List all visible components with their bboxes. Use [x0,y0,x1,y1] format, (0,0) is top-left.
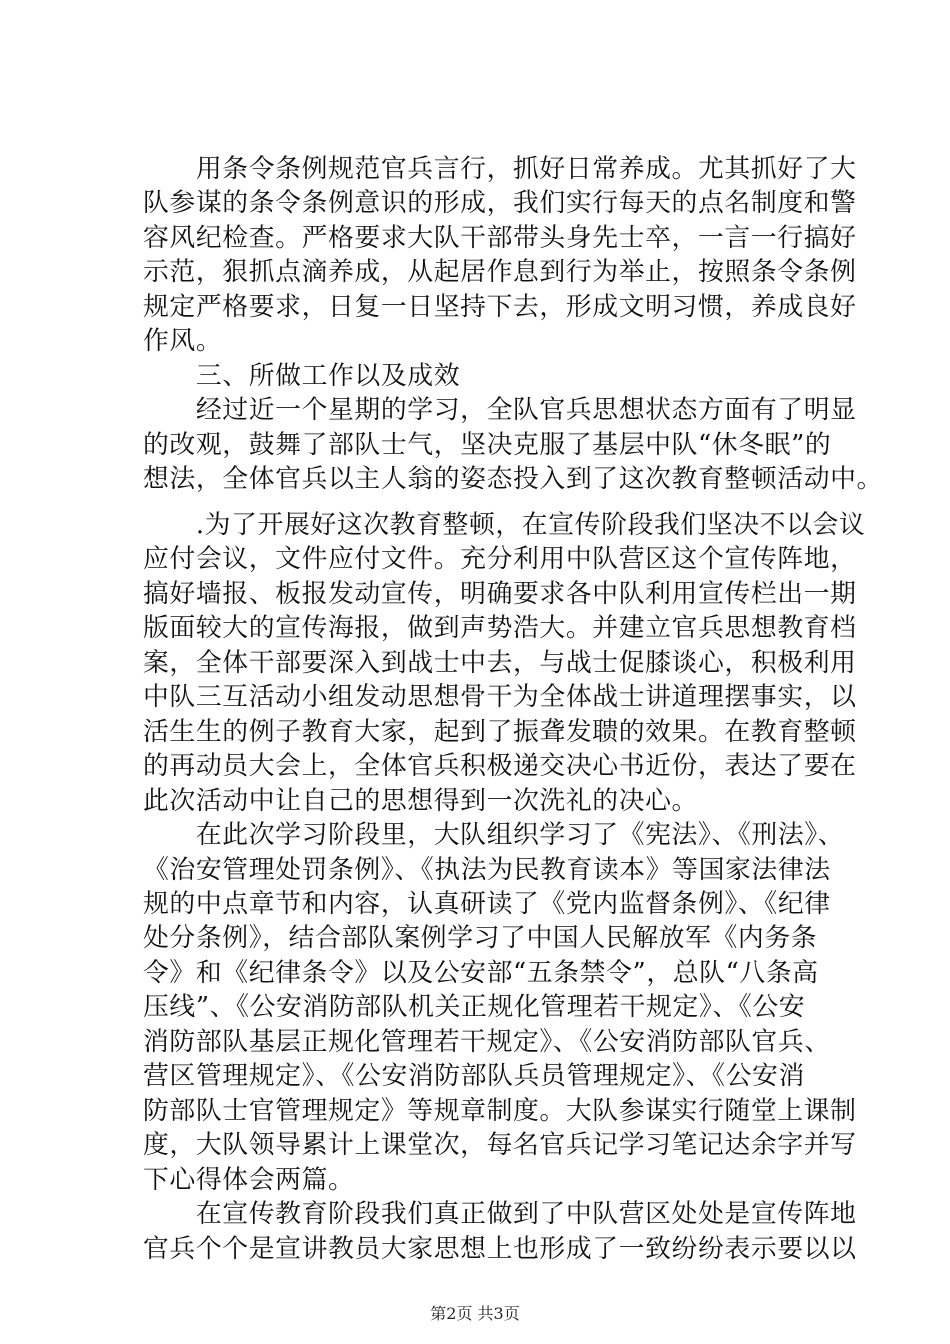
text-line: 压线”、《公安消防部队机关正规化管理若干规定》、《公安 [143,992,806,1023]
text-line: 此次活动中让自己的思想得到一次洗礼的决心。 [143,785,698,816]
text-line: 应付会议，文件应付文件。充分利用中队营区这个宣传阵地， [143,544,857,575]
text-line: 示范，狠抓点滴养成，从起居作息到行为举止，按照条令条例 [143,257,857,288]
text-line: 的改观，鼓舞了部队士气，坚决克服了基层中队“休冬眠”的 [143,429,832,460]
text-line: 规定严格要求，日复一日坚持下去，形成文明习惯，养成良好 [143,291,857,322]
text-line: 案，全体干部要深入到战士中去，与战士促膝谈心，积极利用 [143,647,857,678]
text-line: .为了开展好这次教育整顿，在宣传阶段我们坚决不以会议 [143,510,866,541]
text-line: 消防部队基层正规化管理若干规定》、《公安消防部队官兵、 [143,1026,831,1057]
text-line: 《治安管理处罚条例》、《执法为民教育读本》等国家法律法 [143,854,831,885]
text-line: 搞好墙报、板报发动宣传，明确要求各中队利用宣传栏出一期 [143,578,857,609]
text-line: 令》和《纪律条令》以及公安部“五条禁令”，总队“八条高 [143,957,819,988]
text-line: 队参谋的条令条例意识的形成，我们实行每天的点名制度和警 [143,188,857,219]
text-line: 经过近一个星期的学习，全队官兵思想状态方面有了明显 [143,395,857,426]
text-line: 官兵个个是宣讲教员大家思想上也形成了一致纷纷表示要以以 [143,1233,857,1264]
text-line: 防部队士官管理规定》等规章制度。大队参谋实行随堂上课制 [143,1095,857,1126]
text-line: 下心得体会两篇。 [143,1164,355,1195]
text-line: 想法，全体官兵以主人翁的姿态投入到了这次教育整顿活动中。 [143,464,883,495]
text-line: 中队三互活动小组发动思想骨干为全体战士讲道理摆事实，以 [143,682,857,713]
text-line: 作风。 [143,326,223,357]
text-line: 度，大队领导累计上课堂次，每名官兵记学习笔记达余字并写 [143,1130,857,1161]
text-line: 在此次学习阶段里，大队组织学习了《宪法》、《刑法》、 [143,820,845,851]
text-line: 容风纪检查。严格要求大队干部带头身先士卒，一言一行搞好 [143,222,857,253]
text-line: 处分条例》，结合部队案例学习了中国人民解放军《内务条 [143,923,818,954]
section-heading: 三、所做工作以及成效 [143,360,461,391]
text-line: 在宣传教育阶段我们真正做到了中队营区处处是宣传阵地 [143,1199,857,1230]
text-line: 用条令条例规范官兵言行，抓好日常养成。尤其抓好了大 [143,154,857,184]
text-line: 的再动员大会上，全体官兵积极递交决心书近份，表达了要在 [143,751,857,782]
page-footer: 第2页 共3页 [430,1304,520,1323]
text-line: 活生生的例子教育大家，起到了振聋发聩的效果。在教育整顿 [143,716,857,747]
text-line: 规的中点章节和内容，认真研读了《党内监督条例》、《纪律 [143,889,831,919]
text-line: 版面较大的宣传海报，做到声势浩大。并建立官兵思想教育档 [143,613,857,644]
text-line: 营区管理规定》、《公安消防部队兵员管理规定》、《公安消 [143,1061,805,1092]
